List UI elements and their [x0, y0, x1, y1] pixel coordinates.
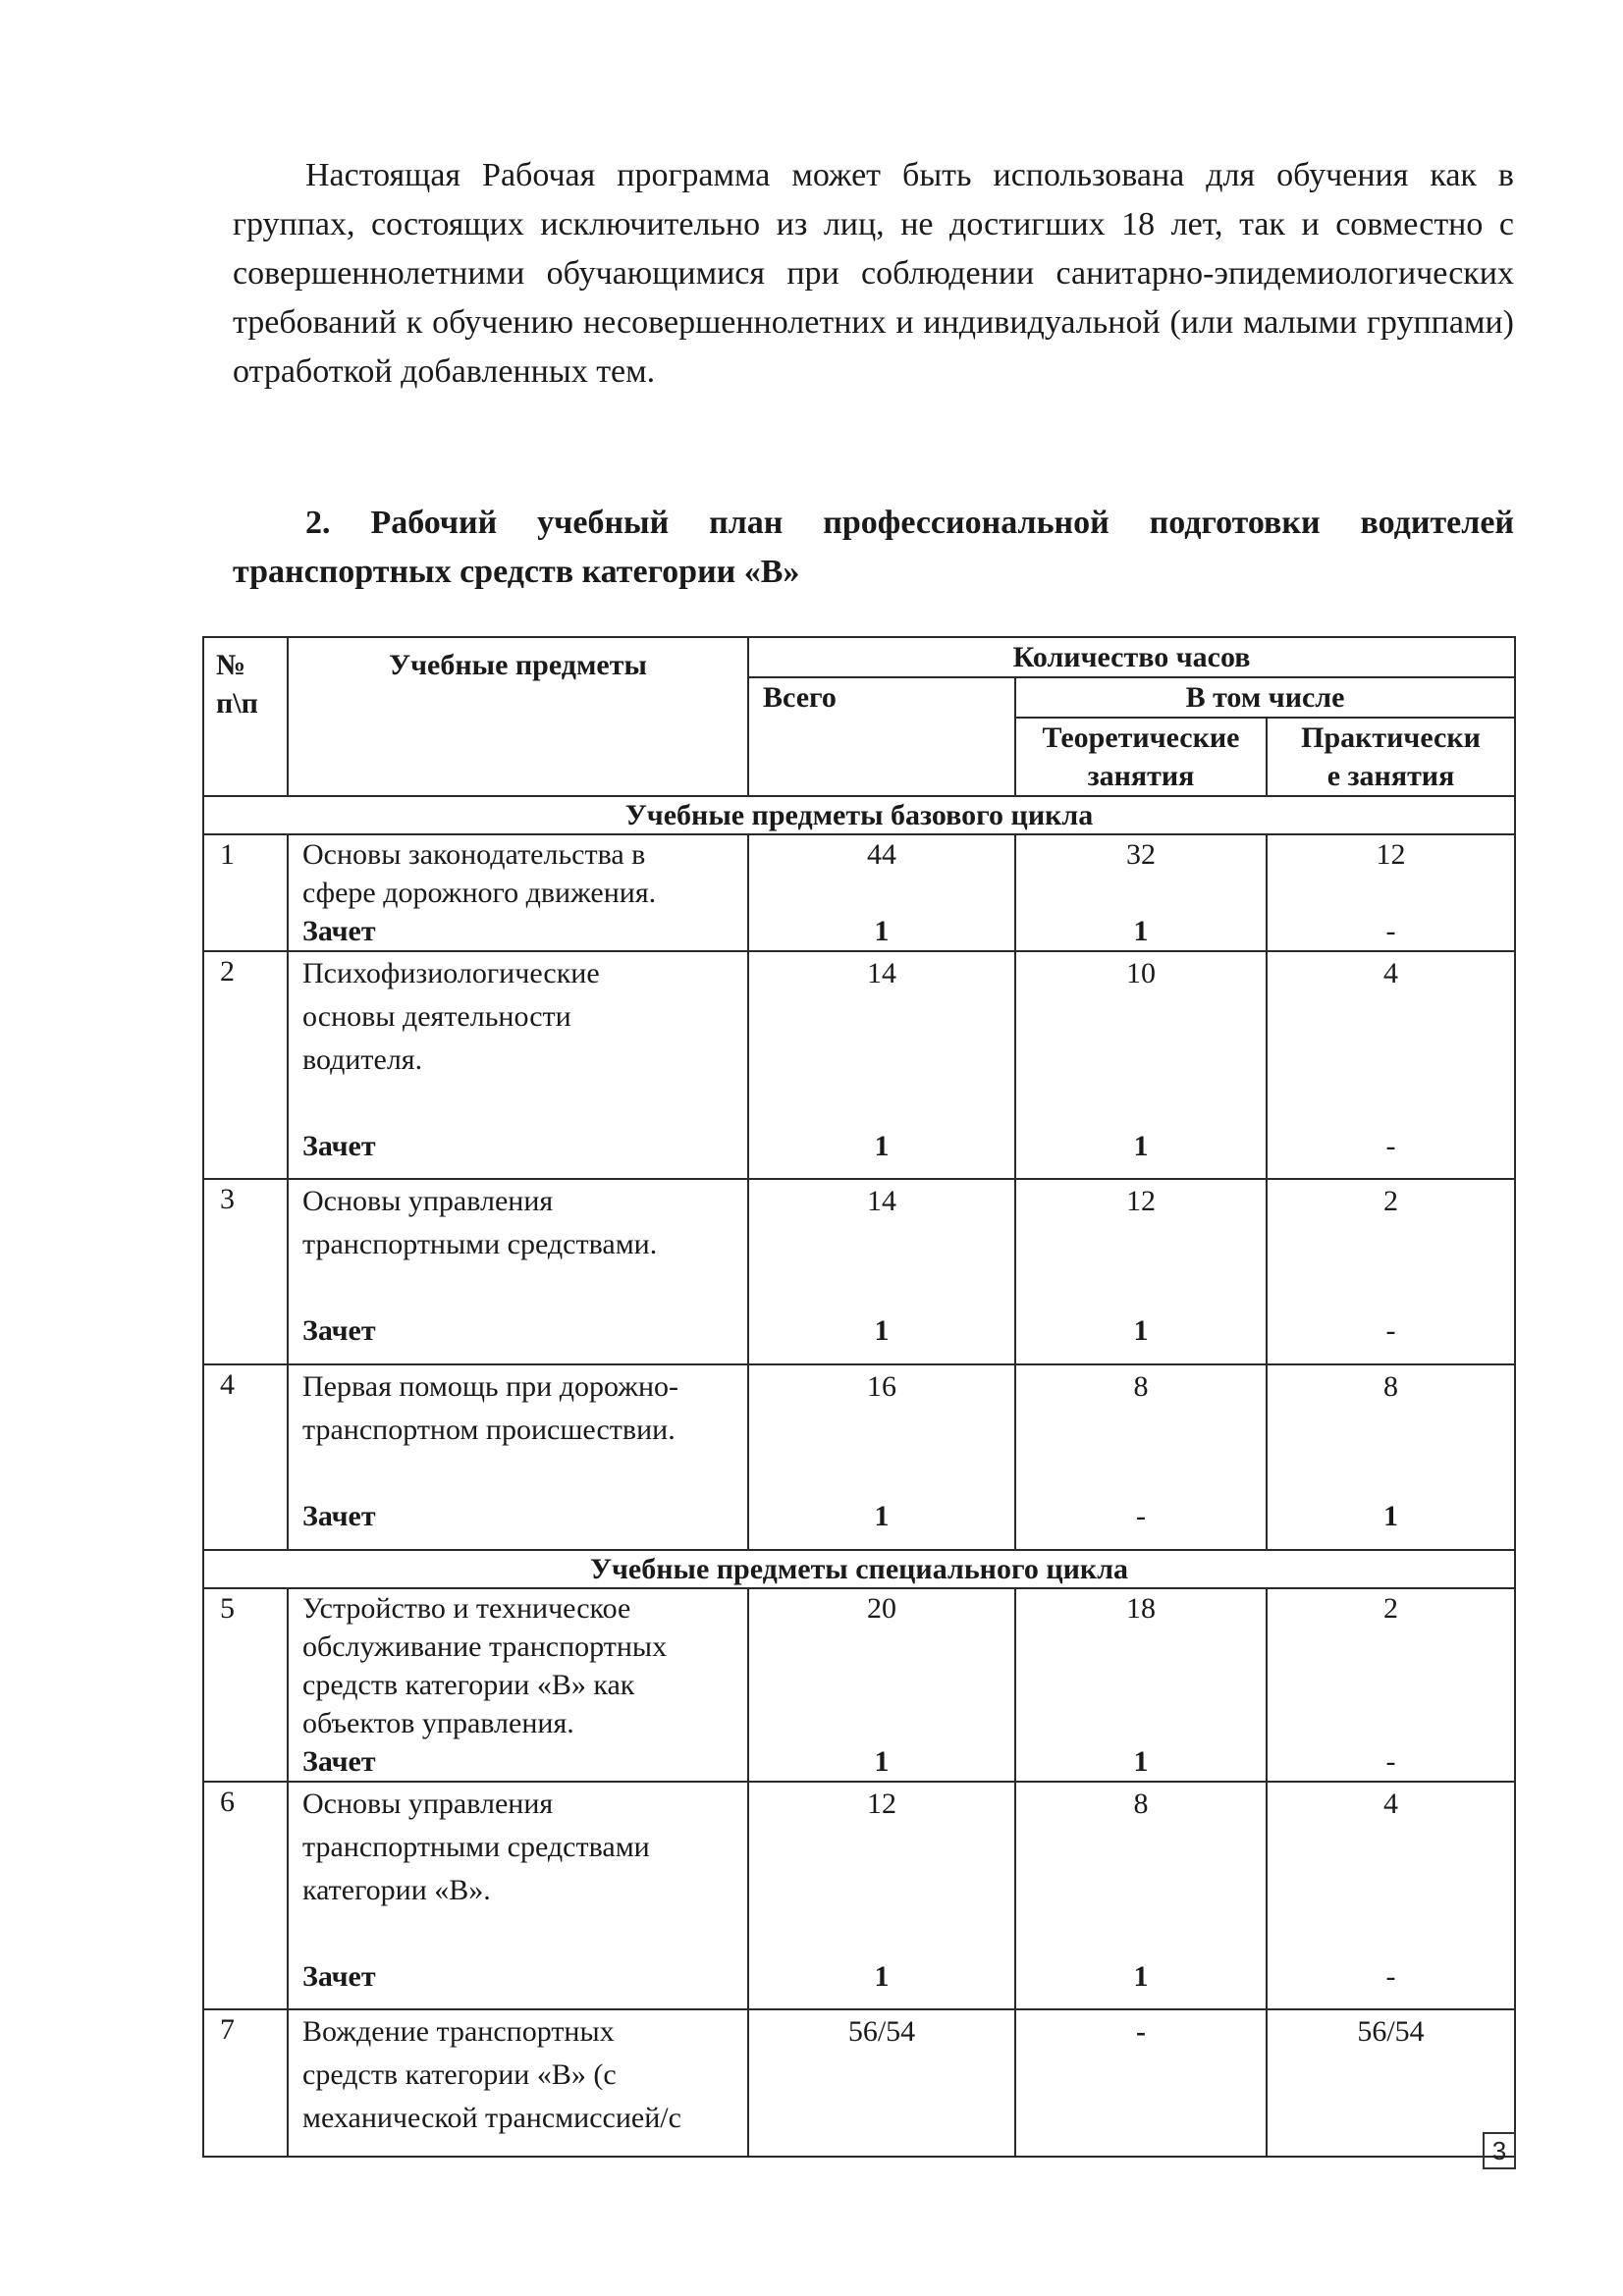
header-including: В том числе: [1015, 677, 1515, 718]
row-practice: [1267, 951, 1515, 1179]
value: 20: [867, 1592, 896, 1625]
exam-value: 1: [1133, 1745, 1149, 1778]
exam-value: 1: [1133, 1314, 1149, 1347]
exam-value: 1: [1133, 915, 1149, 947]
table-row: [203, 1179, 1515, 1364]
subject-line: транспортном происшествии.: [302, 1414, 676, 1446]
exam-label: Зачет: [302, 915, 376, 947]
subject-line: Основы управления: [302, 1185, 554, 1217]
row-total: [748, 1179, 1015, 1364]
table-row: [203, 1782, 1515, 2009]
header-practice: [1267, 718, 1515, 796]
table-row: [203, 834, 1515, 951]
exam-value: 1: [874, 915, 890, 947]
row-subject: [288, 951, 748, 1179]
value: 12: [867, 1788, 896, 1820]
exam-value: -: [1385, 1314, 1396, 1347]
row-subject: [288, 2009, 748, 2157]
header-subjects: Учебные предметы: [288, 637, 748, 796]
value: 32: [1126, 838, 1156, 871]
row-subject: [288, 1782, 748, 2009]
row-practice: [1267, 834, 1515, 951]
value: 44: [867, 838, 896, 871]
section-heading: 2. Рабочий учебный план профессиональной подготовки водителей транспортных средств категории «В»: [233, 505, 1514, 590]
value: 10: [1126, 957, 1156, 989]
exam-value: 1: [1133, 1960, 1149, 1993]
exam-value: 1: [874, 1500, 890, 1532]
row-subject: [288, 1364, 748, 1550]
exam-label: Зачет: [302, 1314, 376, 1347]
value: 12: [1126, 1185, 1156, 1217]
section-basic-title: Учебные предметы базового цикла: [203, 796, 1515, 834]
header-hours: Количество часов: [748, 637, 1515, 677]
row-number: 6: [203, 1782, 288, 2009]
row-practice: [1267, 1364, 1515, 1550]
value: 2: [1383, 1592, 1399, 1625]
row-theory: [1015, 2009, 1267, 2157]
subject-line: Первая помощь при дорожно-: [302, 1370, 679, 1403]
row-practice: [1267, 2009, 1515, 2157]
subject-line: категории «В».: [302, 1874, 491, 1906]
header-practice-line2: е занятия: [1326, 760, 1455, 792]
row-practice: [1267, 1782, 1515, 2009]
header-theory-line2: занятия: [1087, 760, 1195, 792]
header-total: Всего: [748, 677, 1015, 796]
exam-value: 1: [1383, 1500, 1399, 1532]
subject-line: средств категории «В» как: [302, 1669, 635, 1701]
subject-line: Основы законодательства в: [302, 838, 646, 871]
exam-value: 1: [874, 1960, 890, 1993]
row-total: [748, 1364, 1015, 1550]
row-theory: [1015, 1364, 1267, 1550]
value: 4: [1383, 957, 1399, 989]
row-number: 1: [203, 834, 288, 951]
exam-label: Зачет: [302, 1745, 376, 1778]
row-number: 3: [203, 1179, 288, 1364]
subject-line: сфере дорожного движения.: [302, 877, 657, 909]
row-number: 5: [203, 1588, 288, 1782]
curriculum-table: [202, 636, 1516, 2158]
header-number: [203, 637, 288, 796]
value: 8: [1133, 1370, 1149, 1403]
row-total: [748, 1588, 1015, 1782]
row-number: 4: [203, 1364, 288, 1550]
exam-value: 1: [1133, 1130, 1149, 1162]
exam-value: -: [1385, 915, 1396, 947]
row-theory: [1015, 951, 1267, 1179]
row-theory: [1015, 1782, 1267, 2009]
table-row: [203, 2009, 1515, 2157]
header-row-1: [203, 637, 1515, 677]
row-number: 7: [203, 2009, 288, 2157]
exam-value: 1: [874, 1130, 890, 1162]
subject-line: водителя.: [302, 1043, 423, 1076]
row-subject: [288, 1179, 748, 1364]
subject-line: объектов управления.: [302, 1707, 574, 1739]
row-subject: [288, 1588, 748, 1782]
section-basic-row: [203, 796, 1515, 834]
row-subject: [288, 834, 748, 951]
exam-value: 1: [874, 1314, 890, 1347]
exam-value: -: [1385, 1960, 1396, 1993]
row-theory: [1015, 834, 1267, 951]
value: 18: [1126, 1592, 1156, 1625]
exam-label: Зачет: [302, 1130, 376, 1162]
subject-line: обслуживание транспортных: [302, 1630, 668, 1663]
exam-value: -: [1385, 1745, 1396, 1778]
value: 12: [1376, 838, 1406, 871]
value: 14: [867, 957, 896, 989]
subject-line: механической трансмиссией/с: [302, 2102, 681, 2134]
row-theory: [1015, 1179, 1267, 1364]
subject-line: транспортными средствами: [302, 1831, 650, 1863]
exam-label: Зачет: [302, 1960, 376, 1993]
row-total: [748, 834, 1015, 951]
value: 4: [1383, 1788, 1399, 1820]
table-row: [203, 951, 1515, 1179]
value: 56/54: [1357, 2015, 1425, 2048]
subject-line: Психофизиологические: [302, 957, 600, 989]
value: 14: [867, 1185, 896, 1217]
subject-line: Вождение транспортных: [302, 2015, 615, 2048]
header-number-line1: №: [216, 649, 246, 681]
header-theory: [1015, 718, 1267, 796]
row-total: [748, 1782, 1015, 2009]
value: -: [1136, 2015, 1146, 2048]
page-number: 3: [1483, 2132, 1516, 2169]
exam-value: -: [1136, 1500, 1146, 1532]
section-special-row: [203, 1550, 1515, 1588]
intro-paragraph: Настоящая Рабочая программа может быть использована для обучения как в группах, состоящих исключительно из лиц, не достигших 18 лет, так и совместно с совершеннолетними обучающимися при соблюдении санитарно-эпидемиологических требований к обучению несовершеннолетних и индивидуальной (или малыми группами) отработкой добавленных тем.: [233, 157, 1514, 390]
table-row: [203, 1588, 1515, 1782]
subject-line: средств категории «В» (с: [302, 2058, 617, 2091]
value: 8: [1383, 1370, 1399, 1403]
value: 2: [1383, 1185, 1399, 1217]
subject-line: Устройство и техническое: [302, 1592, 631, 1625]
header-practice-line1: Практически: [1301, 721, 1481, 754]
subject-line: транспортными средствами.: [302, 1228, 658, 1260]
row-practice: [1267, 1179, 1515, 1364]
header-theory-line1: Теоретические: [1042, 721, 1240, 754]
exam-label: Зачет: [302, 1500, 376, 1532]
value: 56/54: [847, 2015, 916, 2048]
section-special-title: Учебные предметы специального цикла: [203, 1550, 1515, 1588]
subject-line: Основы управления: [302, 1788, 554, 1820]
subject-line: основы деятельности: [302, 1000, 571, 1033]
row-total: [748, 951, 1015, 1179]
row-practice: [1267, 1588, 1515, 1782]
value: 8: [1133, 1788, 1149, 1820]
row-number: 2: [203, 951, 288, 1179]
exam-value: 1: [874, 1745, 890, 1778]
header-number-line2: п\п: [216, 687, 258, 720]
table-row: [203, 1364, 1515, 1550]
value: 16: [867, 1370, 896, 1403]
exam-value: -: [1385, 1130, 1396, 1162]
row-theory: [1015, 1588, 1267, 1782]
row-total: [748, 2009, 1015, 2157]
